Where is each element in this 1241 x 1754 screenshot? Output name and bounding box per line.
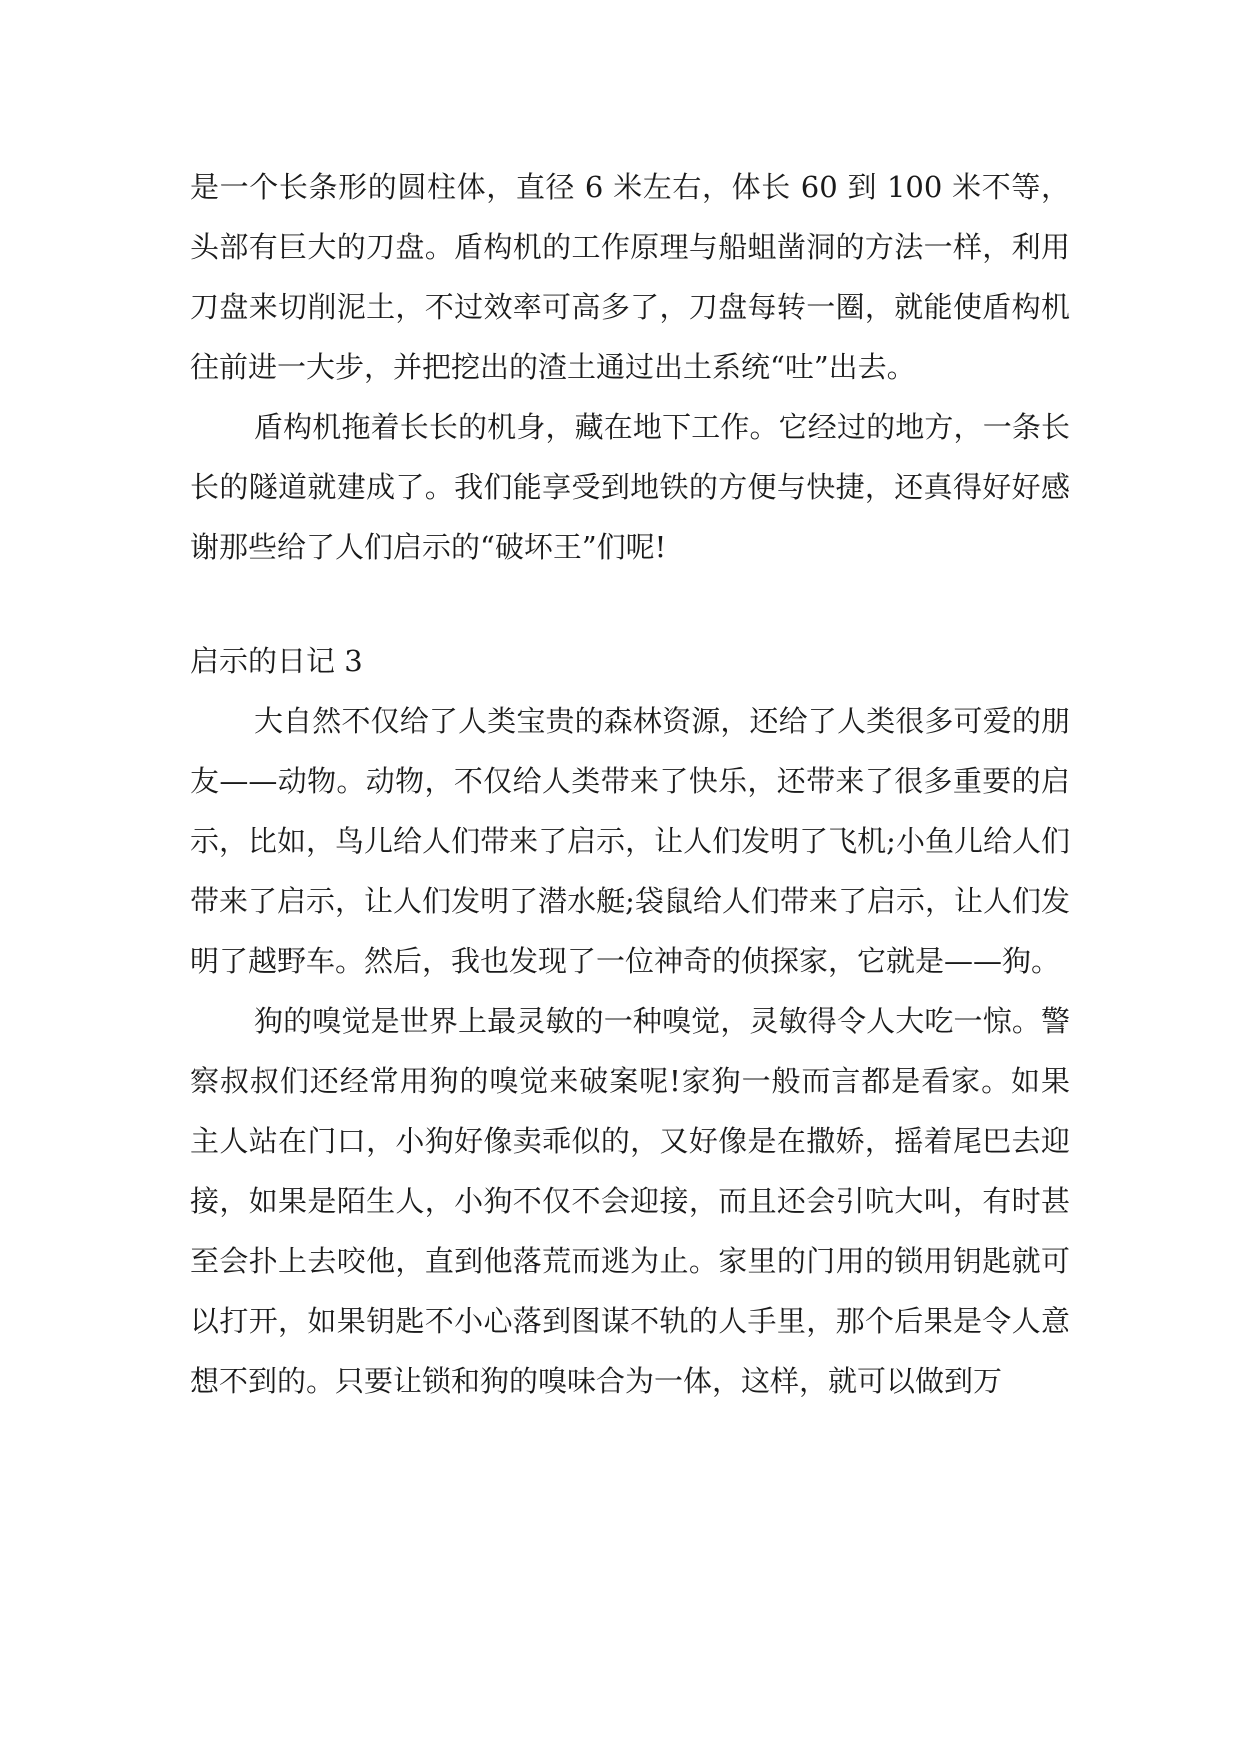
paragraph-animals-inspiration: 大自然不仅给了人类宝贵的森林资源，还给了人类很多可爱的朋友——动物。动物，不仅给人类带来了快乐，还带来了很多重要的启示，比如，鸟儿给人们带来了启示，让人们发明了飞机;小鱼儿给人们带来了启示，让人们发明了潜水艇;袋鼠给人们带来了启示，让人们发明了越野车。然后，我也发现了一位神奇的侦探家，它就是——狗。: [190, 704, 1070, 978]
document-body: [190, 157, 1070, 1411]
paragraph-shield-machine-conclusion: 盾构机拖着长长的机身，藏在地下工作。它经过的地方，一条长长的隧道就建成了。我们能享受到地铁的方便与快捷，还真得好好感谢那些给了人们启示的“破坏王”们呢!: [190, 410, 1070, 564]
section-heading: 启示的日记 3: [190, 644, 363, 678]
paragraph-shield-machine-description: 是一个长条形的圆柱体，直径 6 米左右，体长 60 到 100 米不等，头部有巨大的刀盘。盾构机的工作原理与船蛆凿洞的方法一样，利用刀盘来切削泥土，不过效率可高多了，刀盘每转一圈，就能使盾构机往前进一大步，并把挖出的渣土通过出土系统“吐”出去。: [190, 170, 1070, 384]
section-spacer: [190, 577, 1070, 631]
paragraph-dog-smell: 狗的嗅觉是世界上最灵敏的一种嗅觉，灵敏得令人大吃一惊。警察叔叔们还经常用狗的嗅觉来破案呢!家狗一般而言都是看家。如果主人站在门口，小狗好像卖乖似的，又好像是在撒娇，摇着尾巴去迎接，如果是陌生人，小狗不仅不会迎接，而且还会引吭大叫，有时甚至会扑上去咬他，直到他落荒而逃为止。家里的门用的锁用钥匙就可以打开，如果钥匙不小心落到图谋不轨的人手里，那个后果是令人意想不到的。只要让锁和狗的嗅味合为一体，这样，就可以做到万: [190, 1004, 1070, 1398]
